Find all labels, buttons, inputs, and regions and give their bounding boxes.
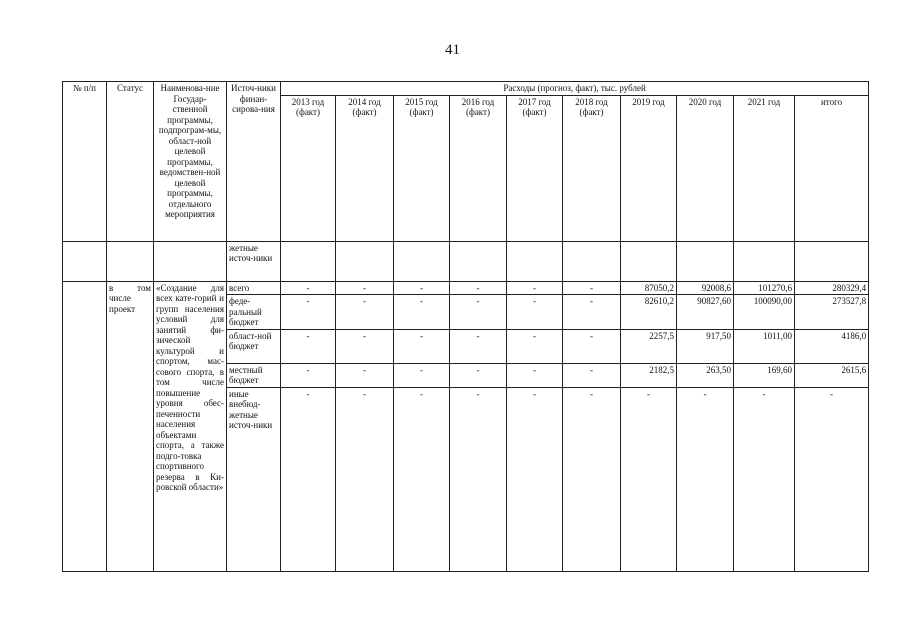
- cell-value: 2182,5: [621, 363, 677, 387]
- cell-value: 2257,5: [621, 329, 677, 363]
- cell-value: -: [281, 363, 336, 387]
- cell-value: -: [281, 329, 336, 363]
- cell-value: -: [281, 295, 336, 330]
- budget-table: [62, 81, 869, 572]
- cont-num: [63, 241, 107, 281]
- cell-value: 101270,6: [734, 281, 795, 295]
- cell-value: -: [563, 295, 621, 330]
- row-source: местный бюджет: [227, 363, 281, 387]
- cell-value: -: [507, 295, 563, 330]
- cell-value: 273527,8: [795, 295, 869, 330]
- cell-value: -: [450, 387, 507, 571]
- project-name: «Создание для всех кате-горий и групп населения условий для занятий фи-зической культурой и спортом, мас-сового спорта, в том числе повышение уровня обес-печенности населения объектами спорта, а также подго-товка спортивного резерва в Ки-ровской области»: [154, 281, 227, 571]
- row-source: област-ной бюджет: [227, 329, 281, 363]
- cell-value: -: [563, 281, 621, 295]
- header-source: Источ-ники финан-сирова-ния: [227, 82, 281, 242]
- header-year-2021: 2021 год: [734, 95, 795, 241]
- row-source: иные внебюд-жетные источ-ники: [227, 387, 281, 571]
- table-row: [63, 281, 869, 295]
- header-total: итого: [795, 95, 869, 241]
- cell-value: 92008,6: [677, 281, 734, 295]
- header-row: [63, 82, 869, 96]
- cell-value: -: [336, 387, 394, 571]
- cell-value: -: [336, 295, 394, 330]
- page-number: 41: [445, 42, 460, 58]
- header-year-2017: 2017 год (факт): [507, 95, 563, 241]
- header-expenses: Расходы (прогноз, факт), тыс. рублей: [281, 82, 869, 96]
- cell-value: -: [394, 281, 450, 295]
- cell-value: 2615,6: [795, 363, 869, 387]
- header-year-2019: 2019 год: [621, 95, 677, 241]
- header-year-2014: 2014 год (факт): [336, 95, 394, 241]
- cell-value: -: [394, 387, 450, 571]
- continuation-row: [63, 241, 869, 281]
- cell-value: -: [677, 387, 734, 571]
- header-year-2013: 2013 год (факт): [281, 95, 336, 241]
- cont-source: жетные источ-ники: [227, 241, 281, 281]
- cell-value: -: [450, 295, 507, 330]
- header-num: № п/п: [63, 82, 107, 242]
- cont-name: [154, 241, 227, 281]
- cell-value: -: [507, 329, 563, 363]
- cell-value: -: [507, 281, 563, 295]
- cell-value: -: [563, 363, 621, 387]
- cell-value: -: [450, 281, 507, 295]
- cell-value: -: [563, 329, 621, 363]
- cell-value: 90827,60: [677, 295, 734, 330]
- cell-value: 280329,4: [795, 281, 869, 295]
- cell-value: 4186,0: [795, 329, 869, 363]
- header-name: Наименова-ние Государ-ственной программы, подпрограм-мы, област-ной целевой программы, ведомствен-ной целевой программы, отдельного мероприятия: [154, 82, 227, 242]
- project-num: [63, 281, 107, 571]
- cont-status: [107, 241, 154, 281]
- header-year-2018: 2018 год (факт): [563, 95, 621, 241]
- cell-value: -: [450, 363, 507, 387]
- project-status: в том числе проект: [107, 281, 154, 571]
- cell-value: -: [795, 387, 869, 571]
- cell-value: -: [336, 329, 394, 363]
- header-year-2016: 2016 год (факт): [450, 95, 507, 241]
- cell-value: 1011,00: [734, 329, 795, 363]
- cell-value: -: [394, 295, 450, 330]
- cell-value: -: [394, 363, 450, 387]
- cell-value: -: [281, 387, 336, 571]
- cell-value: -: [336, 281, 394, 295]
- cell-value: 82610,2: [621, 295, 677, 330]
- cell-value: -: [507, 363, 563, 387]
- cell-value: -: [281, 281, 336, 295]
- cell-value: 169,60: [734, 363, 795, 387]
- cell-value: -: [734, 387, 795, 571]
- cell-value: -: [563, 387, 621, 571]
- cell-value: -: [394, 329, 450, 363]
- cell-value: -: [336, 363, 394, 387]
- header-year-2015: 2015 год (факт): [394, 95, 450, 241]
- row-source: всего: [227, 281, 281, 295]
- cell-value: 917,50: [677, 329, 734, 363]
- header-year-2020: 2020 год: [677, 95, 734, 241]
- cell-value: -: [450, 329, 507, 363]
- cell-value: 100090,00: [734, 295, 795, 330]
- cell-value: -: [621, 387, 677, 571]
- cell-value: 263,50: [677, 363, 734, 387]
- row-source: феде-ральный бюджет: [227, 295, 281, 330]
- header-status: Статус: [107, 82, 154, 242]
- cell-value: -: [507, 387, 563, 571]
- cell-value: 87050,2: [621, 281, 677, 295]
